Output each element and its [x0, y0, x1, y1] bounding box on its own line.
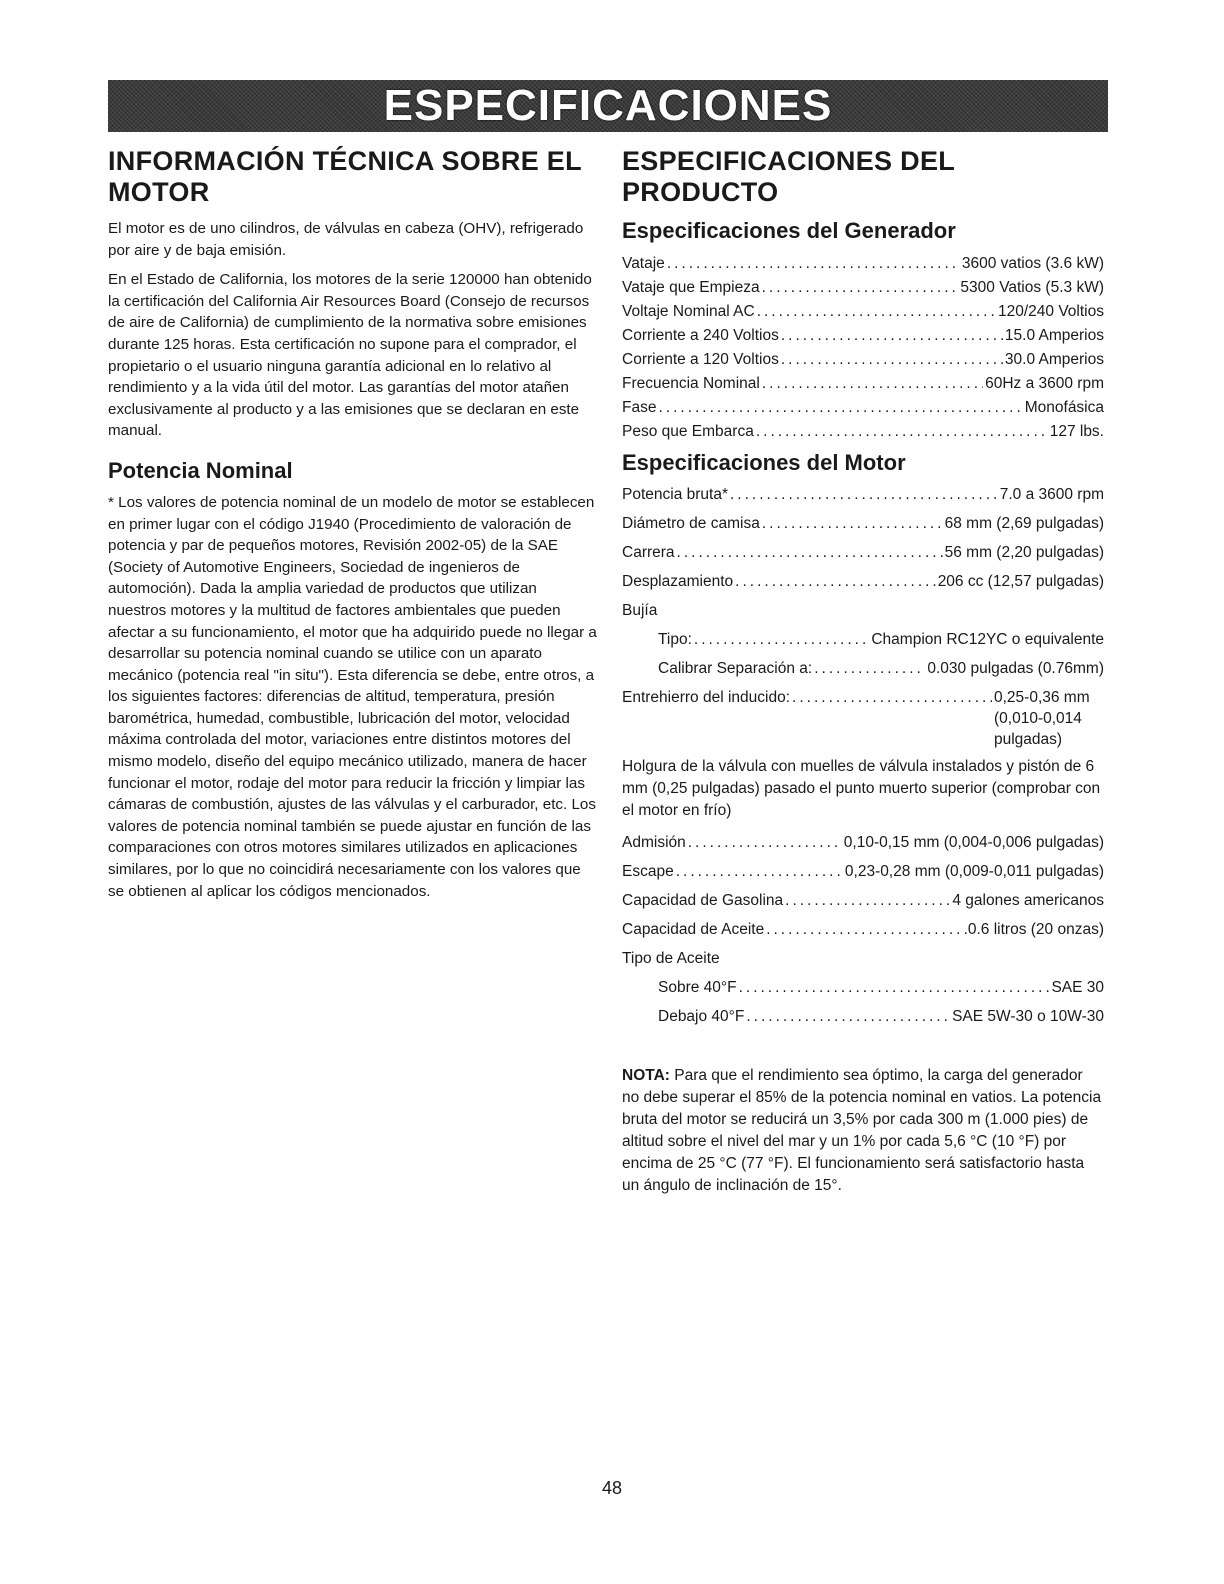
- spec-row: Potencia bruta* ..... 7.0 a 3600 rpm: [622, 480, 1104, 509]
- spec-row: Admisión ..... 0,10-0,15 mm (0,004-0,006 pulgadas): [622, 828, 1104, 857]
- product-specs-column: [622, 146, 1104, 1205]
- spec-row: Calibrar Separación a: ..... 0.030 pulgadas (0.76mm): [622, 654, 1104, 683]
- valve-fuel-spec-list: [622, 828, 1104, 1031]
- spec-row: Peso que Embarca ..... 127 lbs.: [622, 420, 1104, 444]
- engine-spec-list: [622, 480, 1104, 750]
- page-number: 48: [601, 1478, 623, 1498]
- spec-row: Sobre 40°F ..... SAE 30: [622, 973, 1104, 1002]
- engine-specs-heading: Especificaciones del Motor: [622, 450, 906, 475]
- engine-info-heading: INFORMACIÓN TÉCNICA SOBRE EL MOTOR: [108, 146, 582, 207]
- spec-row: Desplazamiento ..... 206 cc (12,57 pulgadas): [622, 567, 1104, 596]
- note-label: NOTA:: [622, 1067, 670, 1084]
- spec-row: Corriente a 120 Voltios ..... 30.0 Amperios: [622, 348, 1104, 372]
- spec-row: Voltaje Nominal AC ..... 120/240 Voltios: [622, 300, 1104, 324]
- note-text: Para que el rendimiento sea óptimo, la carga del generador no debe superar el 85% de la potencia nominal en vatios. La potencia bruta del motor se reducirá un 3,5% por cada 300 m (1.000 pies) de altitud sobre el nivel del mar y un 1% por cada 5,6 °C (10 °F) por encima de 25 °C (77 °F). El funcionamiento será satisfactorio hasta un ángulo de inclinación de 15°.: [622, 1067, 1102, 1194]
- spec-row: Carrera ..... 56 mm (2,20 pulgadas): [622, 538, 1104, 567]
- spec-row: Capacidad de Gasolina ..... 4 galones americanos: [622, 886, 1104, 915]
- power-rating-heading: Potencia Nominal: [108, 457, 293, 483]
- spec-row: Corriente a 240 Voltios ..... 15.0 Amperios: [622, 324, 1104, 348]
- spec-row: Vataje que Empieza ..... 5300 Vatios (5.3 kW): [622, 276, 1104, 300]
- spark-plug-label: Bujía: [622, 602, 658, 619]
- section-banner: [108, 80, 1108, 132]
- banner-title: ESPECIFICACIONES: [383, 81, 833, 130]
- note-paragraph: [622, 1065, 1104, 1197]
- spec-row: Fase ..... Monofásica: [622, 396, 1104, 420]
- spec-row: Escape ..... 0,23-0,28 mm (0,009-0,011 pulgadas): [622, 857, 1104, 886]
- product-specs-heading: ESPECIFICACIONES DEL PRODUCTO: [622, 146, 955, 207]
- power-rating-paragraph: * Los valores de potencia nominal de un modelo de motor se establecen en primer lugar con el código J1940 (Procedimiento de valoración de potencia y par de pequeños motores, Revisión 2002-05) de la SAE (Society of Automotive Engineers, Sociedad de ingenieros de automoción). Dada la amplia variedad de productos que utilizan nuestros motores y la multitud de factores ambientales que pueden afectar a su funcionamiento, el motor que ha adquirido puede no llegar a desarrollar su potencia nominal cuando se utilice con un aparato mecánico (potencia real "in situ"). Esta diferencia se debe, entre otros, a los siguientes factores: diferencias de altitud, temperatura, presión barométrica, humedad, combustible, lubricación del motor, velocidad máxima controlada del motor, variaciones entre distintos motores del mismo modelo, diseño del equipo mecánico utilizado, manera de hacer funcionar el motor, rodaje del motor para reducir la fricción y limpiar las cámaras de combustión, ajustes de las válvulas y el carburador, etc. Los valores de potencia nominal también se puede ajustar en función de las comparaciones con otros motores similares utilizados en aplicaciones similares, por lo que no coincidirá necesariamente con los valores que se obtienen al aplicar los códigos mencionados.: [108, 493, 597, 900]
- engine-technical-info-column: [108, 146, 598, 910]
- generator-specs-heading: Especificaciones del Generador: [622, 218, 956, 243]
- intro-paragraph-1: El motor es de uno cilindros, de válvulas en cabeza (OHV), refrigerado por aire y de baja emisión.: [108, 220, 584, 259]
- spec-row: Frecuencia Nominal ..... 60Hz a 3600 rpm: [622, 372, 1104, 396]
- spec-row: Debajo 40°F ..... SAE 5W-30 o 10W-30: [622, 1002, 1104, 1031]
- valve-clearance-paragraph: Holgura de la válvula con muelles de válvula instalados y pistón de 6 mm (0,25 pulgadas) pasado el punto muerto superior (comprobar con el motor en frío): [622, 758, 1101, 819]
- spec-row: Vataje ..... 3600 vatios (3.6 kW): [622, 252, 1104, 276]
- spec-row: Diámetro de camisa ..... 68 mm (2,69 pulgadas): [622, 509, 1104, 538]
- spec-row: Entrehierro del inducido: ..... 0,25-0,36 mm (0,010-0,014 pulgadas): [622, 683, 1104, 750]
- intro-paragraph-2: En el Estado de California, los motores de la serie 120000 han obtenido la certificación del California Air Resources Board (Consejo de recursos de aire de California) de cumplimiento de la normativa sobre emisiones durante 125 horas. Esta certificación no supone para el comprador, el propietario o el usuario ninguna garantía adicional en lo relativo al rendimiento y a la vida útil del motor. Las garantías del motor atañen exclusivamente al producto y a las emisiones que se declaran en este manual.: [108, 271, 592, 440]
- spec-row: Tipo: ..... Champion RC12YC o equivalente: [622, 625, 1104, 654]
- spec-row: Capacidad de Aceite ..... .0.6 litros (20 onzas): [622, 915, 1104, 944]
- oil-type-label: Tipo de Aceite: [622, 950, 720, 967]
- generator-spec-list: [622, 252, 1104, 444]
